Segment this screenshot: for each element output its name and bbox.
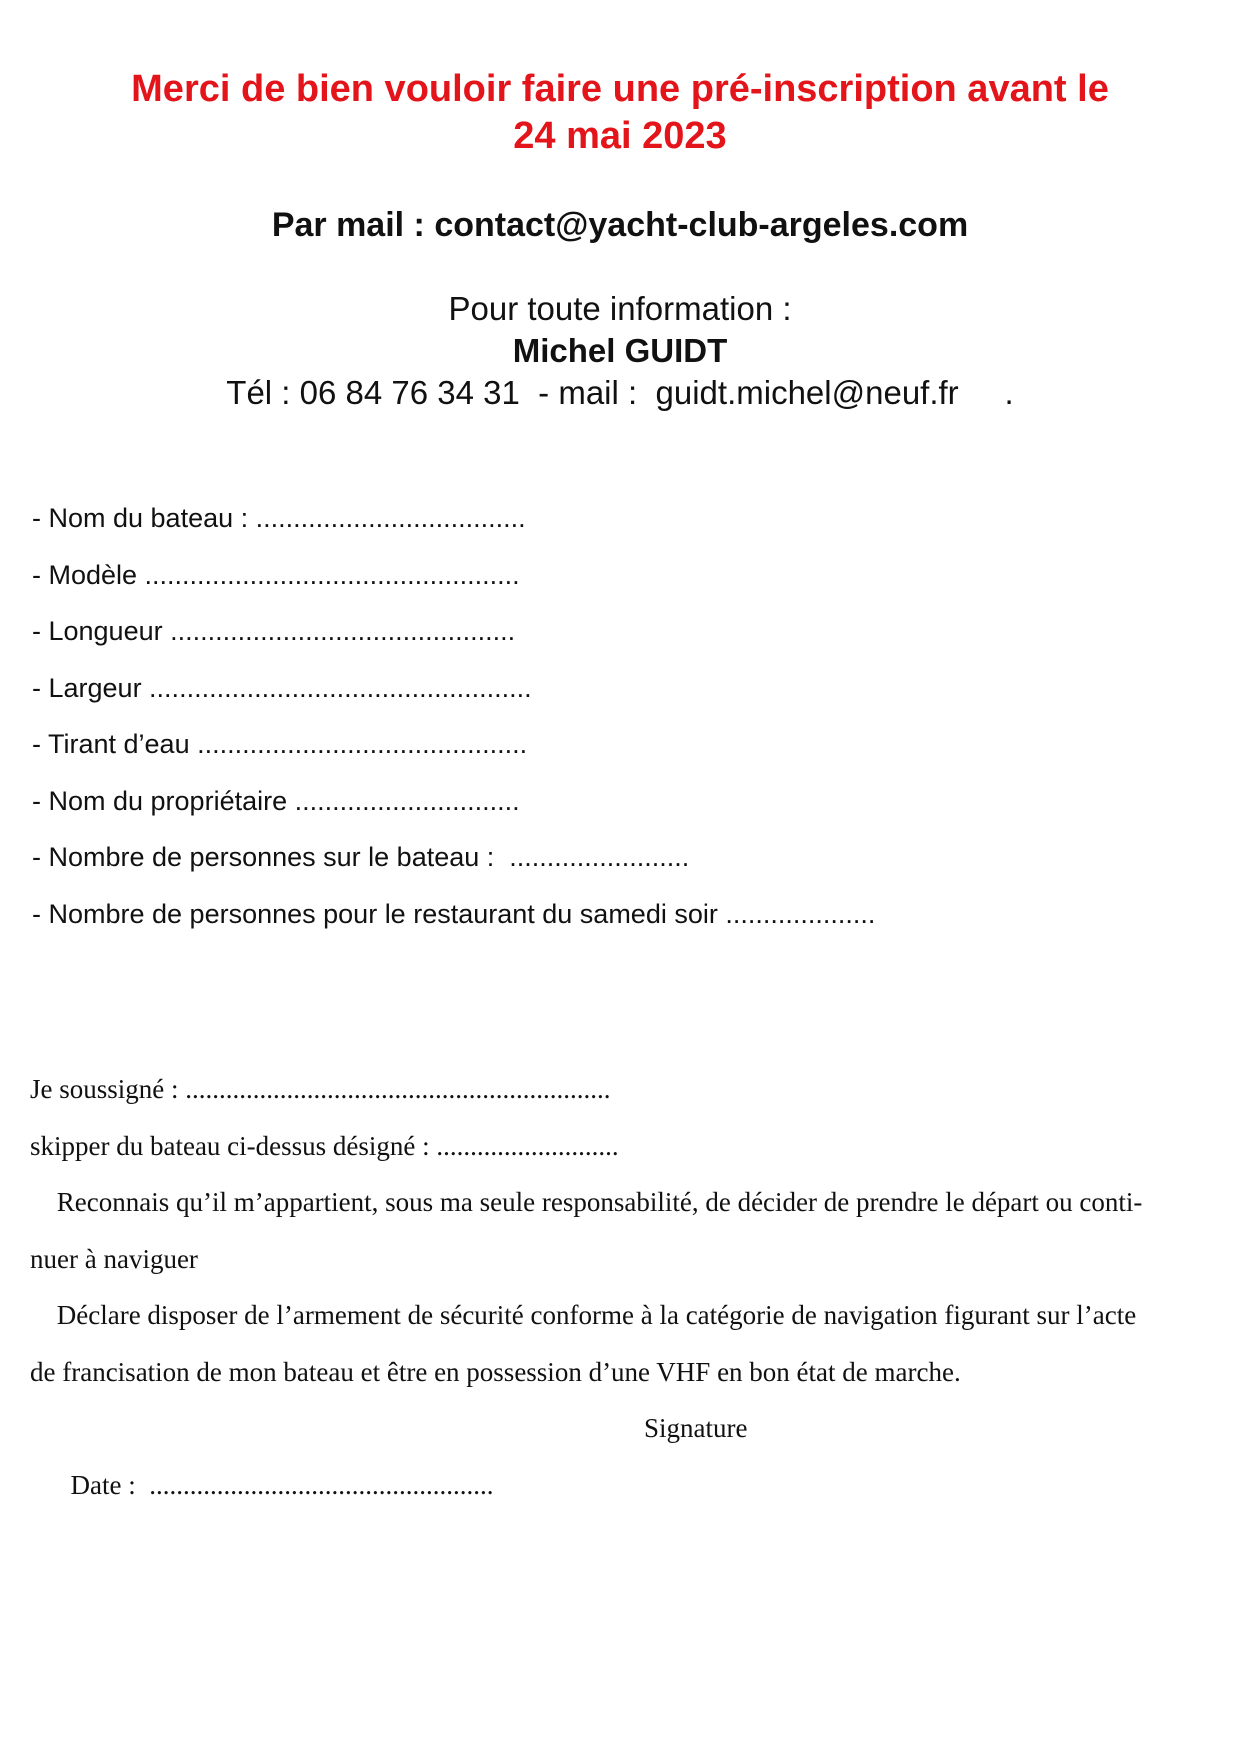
headline-line-1: Merci de bien vouloir faire une pré-inscription avant le	[131, 68, 1109, 110]
headline-line-2: 24 mai 2023	[513, 115, 727, 157]
date-field: Date : ...................................................	[70, 1469, 494, 1500]
field-personnes-restaurant: - Nombre de personnes pour le restaurant du samedi soir ....................	[32, 898, 876, 929]
responsibility-line-1	[30, 1174, 1220, 1231]
soussigne-line: Je soussigné : ...............................................................	[30, 1074, 611, 1104]
boat-fields-list	[32, 490, 1182, 942]
skipper-line: skipper du bateau ci-dessus désigné : ...........................	[30, 1130, 619, 1161]
field-proprietaire: - Nom du propriétaire ..............................	[32, 785, 520, 816]
contact-info-block	[40, 288, 1200, 414]
equipment-line-2: de francisation de mon bateau et être en possession d’une VHF en bon état de marche.	[30, 1356, 961, 1387]
info-intro: Pour toute information :	[448, 290, 792, 327]
responsibility-line-2: nuer à naviguer	[30, 1243, 198, 1274]
responsibility-text-1: Reconnais qu’il m’appartient, sous ma seule responsabilité, de décider de prendre le départ ou conti-	[50, 1187, 1143, 1217]
field-nom-bateau: - Nom du bateau : ....................................	[32, 503, 526, 533]
date-signature-row	[30, 1400, 1220, 1626]
contact-phone-mail: Tél : 06 84 76 34 31 - mail : guidt.michel@neuf.fr .	[226, 374, 1014, 411]
field-personnes-bateau: - Nombre de personnes sur le bateau : ........................	[32, 842, 690, 872]
signature-label: Signature	[644, 1413, 748, 1443]
equipment-text-1: Déclare disposer de l’armement de sécurité conforme à la catégorie de navigation figurant sur l’acte	[50, 1300, 1137, 1330]
field-largeur: - Largeur ...................................................	[32, 672, 532, 703]
registration-email-line: Par mail : contact@yacht-club-argeles.com	[271, 206, 969, 244]
skipper-declaration	[30, 1061, 1220, 1626]
equipment-line-1	[30, 1287, 1220, 1344]
field-longueur: - Longueur ..............................................	[32, 616, 516, 646]
field-tirant-eau: - Tirant d’eau ............................................	[32, 729, 528, 759]
contact-name: Michel GUIDT	[512, 332, 728, 369]
deadline-headline	[40, 66, 1200, 160]
field-modele: - Modèle ..................................................	[32, 559, 520, 590]
